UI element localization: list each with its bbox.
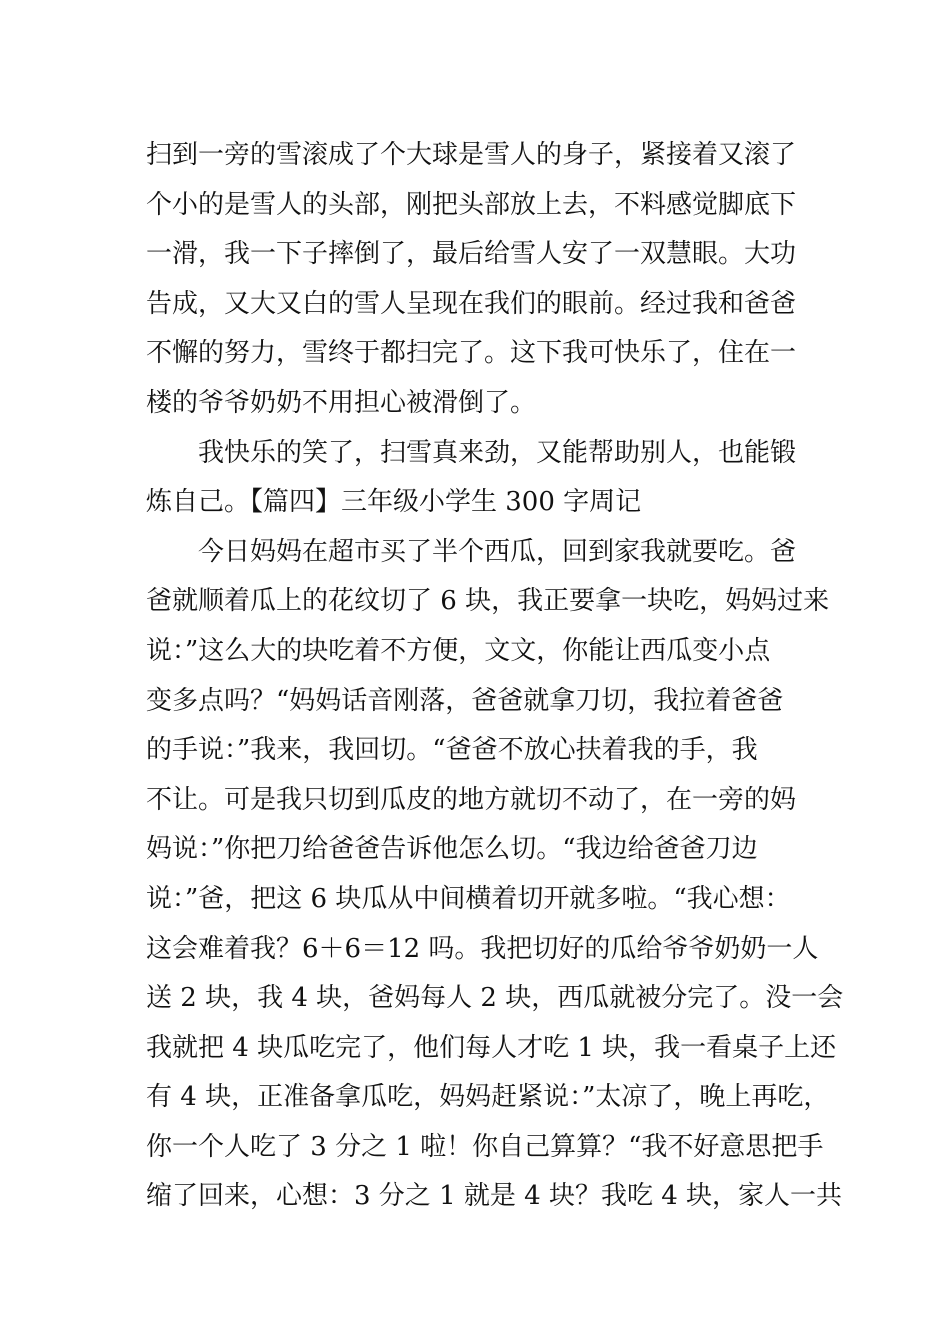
- text-line: 我快乐的笑了，扫雪真来劲，又能帮助别人，也能锻: [198, 437, 797, 468]
- text-line: 送 2 块，我 4 块，爸妈每人 2 块，西瓜就被分完了。没一会: [146, 983, 844, 1014]
- text-line: 你一个人吃了 3 分之 1 啦！你自己算算？“我不好意思把手: [146, 1131, 824, 1162]
- text-line: 扫到一旁的雪滚成了个大球是雪人的身子，紧接着又滚了: [146, 140, 797, 170]
- text-line: 一滑，我一下子摔倒了，最后给雪人安了一双慧眼。大功: [146, 239, 797, 270]
- text-line: 我就把 4 块瓜吃完了，他们每人才吃 1 块，我一看桌子上还: [146, 1032, 837, 1063]
- text-line: 不懈的努力，雪终于都扫完了。这下我可快乐了，住在一: [146, 338, 797, 369]
- text-line: 说：”这么大的块吃着不方便，文文，你能让西瓜变小点: [146, 635, 771, 666]
- text-line: 告成，又大又白的雪人呈现在我们的眼前。经过我和爸爸: [146, 288, 797, 319]
- text-line: 说：”爸，把这 6 块瓜从中间横着切开就多啦。“我心想：: [146, 883, 791, 914]
- document-body: [146, 131, 844, 1222]
- text-line: 缩了回来，心想：3 分之 1 就是 4 块？我吃 4 块，家人一共: [146, 1181, 843, 1212]
- text-line: 炼自己。【篇四】三年级小学生 300 字周记: [146, 487, 642, 518]
- text-line: 个小的是雪人的头部，刚把头部放上去，不料感觉脚底下: [146, 189, 797, 220]
- text-line: 楼的爷爷奶奶不用担心被滑倒了。: [146, 387, 537, 418]
- text-line: 的手说：”我来，我回切。“爸爸不放心扶着我的手，我: [146, 735, 758, 766]
- text-line: 有 4 块，正准备拿瓜吃，妈妈赶紧说：”太凉了，晚上再吃，: [146, 1082, 830, 1113]
- text-line: 这会难着我？6＋6＝12 吗。我把切好的瓜给爷爷奶奶一人: [146, 933, 819, 964]
- text-line: 今日妈妈在超市买了半个西瓜，回到家我就要吃。爸: [198, 536, 797, 567]
- text-line: 妈说：”你把刀给爸爸告诉他怎么切。“我边给爸爸刀边: [146, 834, 758, 865]
- text-line: 变多点吗？“妈妈话音刚落，爸爸就拿刀切，我拉着爸爸: [146, 685, 784, 716]
- text-line: 不让。可是我只切到瓜皮的地方就切不动了，在一旁的妈: [146, 784, 797, 815]
- text-line: 爸就顺着瓜上的花纹切了 6 块，我正要拿一块吃，妈妈过来: [146, 586, 830, 617]
